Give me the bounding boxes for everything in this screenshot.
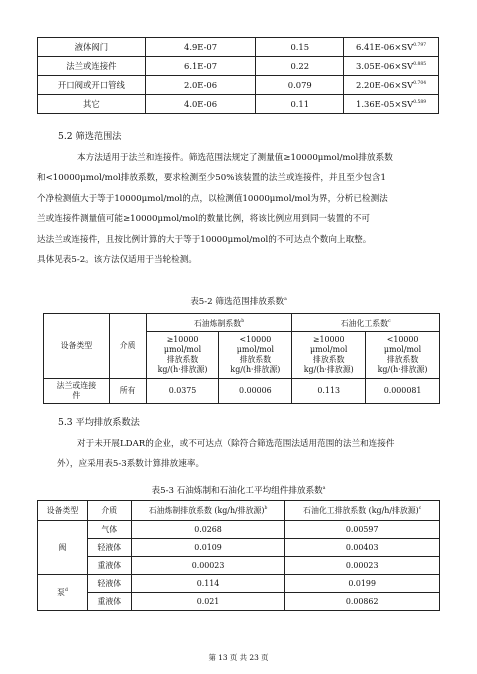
table-row: 阀 气体 0.0268 0.00597 bbox=[38, 521, 440, 539]
table-5-2-caption: 表5-2 筛选范围排放系数$^a$ bbox=[190, 297, 287, 307]
section-5-3-paragraph: 对于未开展LDAR的企业，或不可达点（除符合筛选范围法适用范围的法兰和连接件 外），应采用表5-3系数计算排放速率。 bbox=[57, 439, 395, 470]
page-footer: 第 13 页 共 23 页 bbox=[208, 653, 269, 662]
table-row: 其它 4.0E-06 0.11 $1.36E-05\times SV^{0.589}$ bbox=[38, 95, 439, 114]
table-row: 轻液体 0.0109 0.00403 bbox=[38, 539, 440, 557]
screening-range-table: 设备类型 介质 石油炼制系数$^b$ 石油化工系数$^c$ ≥10000 μmol/mol 排放系数 kg/(h·排放源) <10000 μmol/mol 排放系数 kg/(h·排放源) ≥10000 μmol/mol 排放系数 kg/(h·排放源) <10000 μmol/mol 排放系数 kg/(h·排放源) 法兰或连接 件 所有 0.0375 0.00006 0.113 0.000081 bbox=[43, 313, 440, 404]
section-heading-5-3: 5.3 平均排放系数法 bbox=[58, 417, 140, 428]
table-row: 重液体 0.00023 0.00023 bbox=[38, 557, 440, 575]
section-5-2-paragraph: 本方法适用于法兰和连接件。筛选范围法规定了测量值≥10000μmol/mol排放系数 和<10000μmol/mol排放系数，要求检测至少50%该装置的法兰或连接件，并且至少包含1 个净检测值大于等于10000μmol/mol的点，以检测值10000μmol/mol为界，分析已检测法 兰或连接件测量值可能≥10000μmol/mol的数量比例，将该比例应用到同一装置的不可 达法兰或连接件，且按比例计算的大于等于10000μmol/mol的不可达点个数向上取整。 具体见表5-2。该方法仅适用于当轮检测。 bbox=[37, 153, 393, 266]
table-row: 液体阀门 4.9E-07 0.15 $6.41E-06\times SV^{0.797}$ bbox=[38, 38, 439, 57]
table-row: 泵$^d$ 轻液体 0.114 0.0199 bbox=[38, 575, 440, 593]
table-row: 法兰或连接 件 所有 0.0375 0.00006 0.113 0.000081 bbox=[44, 379, 440, 404]
table-row: 法兰或连接件 6.1E-07 0.22 $3.05E-06\times SV^{0.885}$ bbox=[38, 57, 439, 76]
table-row: 开口阀或开口管线 2.0E-06 0.079 $2.20E-06\times SV^{0.704}$ bbox=[38, 76, 439, 95]
table-row: 重液体 0.021 0.00862 bbox=[38, 593, 440, 611]
table-5-3-caption: 表5-3 石油炼制和石油化工平均组件排放系数$^a$ bbox=[151, 486, 326, 496]
emission-factor-table-continued bbox=[37, 37, 439, 114]
section-heading-5-2: 5.2 筛选范围法 bbox=[58, 131, 122, 142]
average-emission-factor-table: 设备类型 介质 石油炼制排放系数 (kg/h/排放源)$^b$ 石油化工排放系数 (kg/h/排放源)$^c$ 阀 气体 0.0268 0.00597 轻液体 0.0109 0.00403 重液体 0.00023 0.00023 泵$^d$ 轻液体 0.114 0.0199 重液体 0.021 0.00862 bbox=[37, 500, 440, 611]
